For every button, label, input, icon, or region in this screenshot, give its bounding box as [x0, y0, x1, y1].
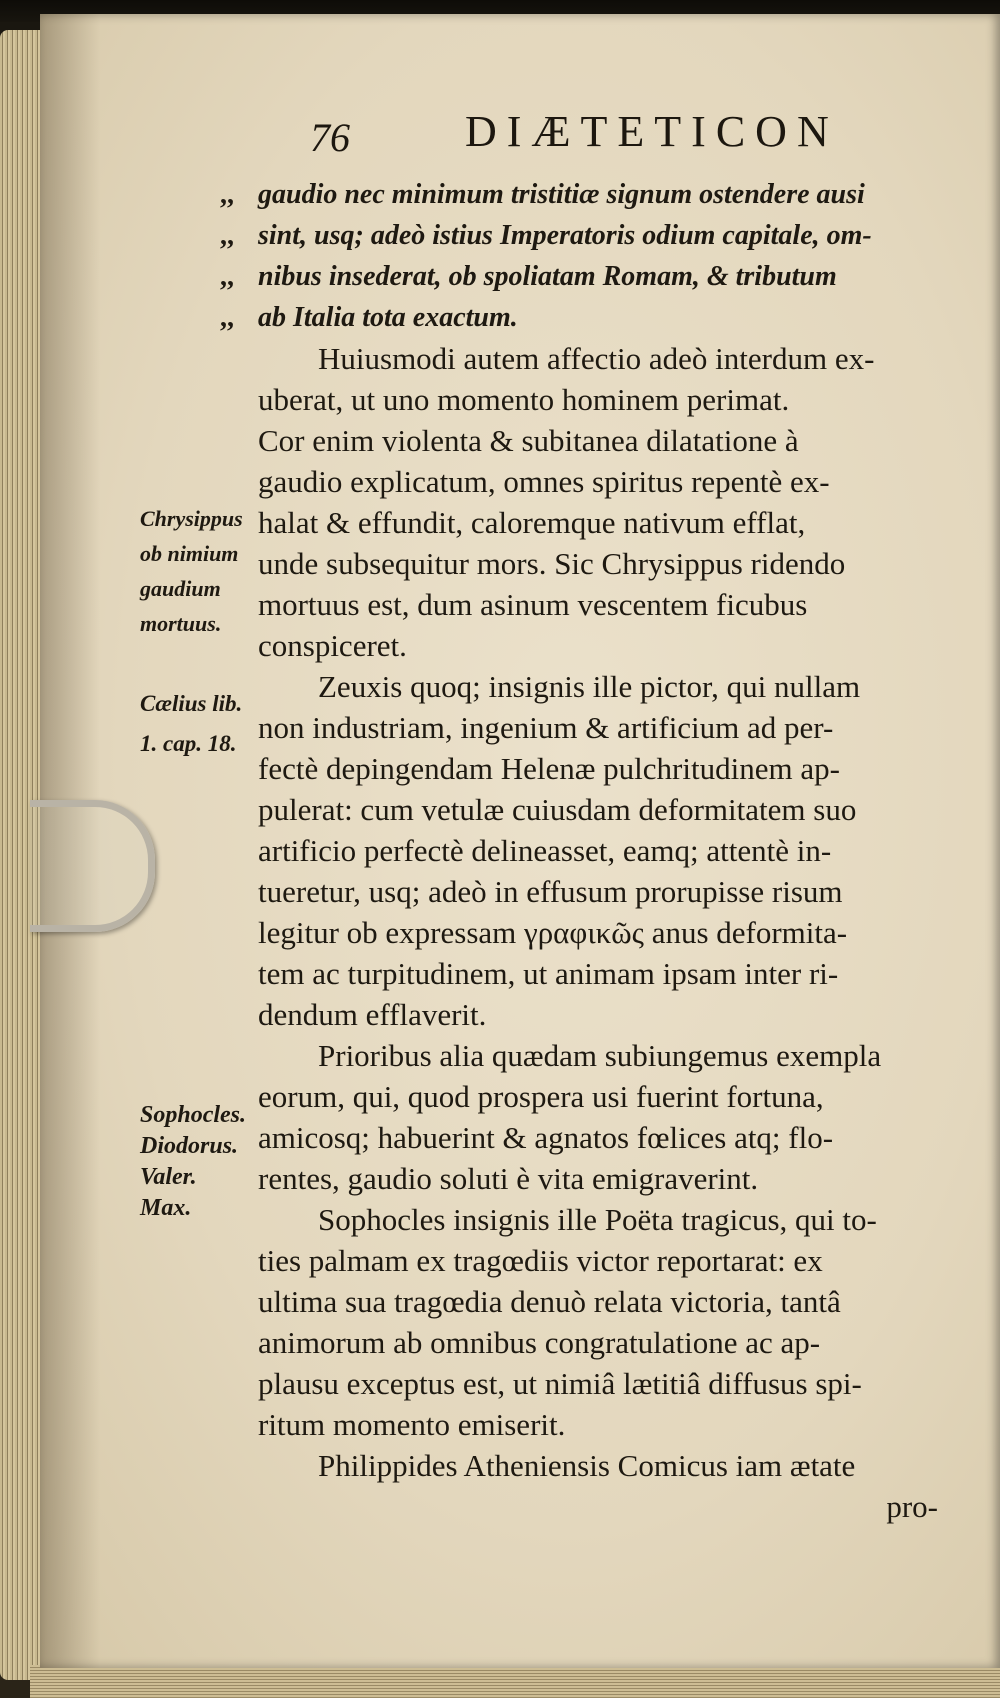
- text-line: [258, 912, 958, 953]
- text-line: [258, 871, 958, 912]
- text-line-content: tueretur, usq; adeò in effusum prorupisse risum: [258, 874, 843, 909]
- text-line: [258, 1363, 958, 1404]
- text-line: [258, 830, 958, 871]
- text-line-content: fectè depingendam Helenæ pulchritudinem ap-: [258, 751, 840, 786]
- text-line-content: Philippides Atheniensis Comicus iam ætate: [318, 1448, 856, 1483]
- quote-mark: ,,: [220, 179, 234, 210]
- text-line-content: halat & effundit, caloremque nativum efflat,: [258, 505, 806, 540]
- page-header: [265, 106, 885, 160]
- text-line-content: pulerat: cum vetulæ cuiusdam deformitatem suo: [258, 792, 857, 827]
- margin-note-sophocles: [140, 1100, 246, 1224]
- text-line: [258, 420, 958, 461]
- text-line-content: pro-: [886, 1489, 938, 1524]
- text-line: [258, 666, 958, 707]
- quote-mark: ,,: [220, 261, 234, 292]
- book-page: [40, 14, 1000, 1668]
- text-line: [258, 994, 958, 1035]
- text-line: [220, 174, 958, 215]
- text-line-content: Zeuxis quoq; insignis ille pictor, qui nullam: [318, 669, 861, 704]
- text-line: [258, 461, 958, 502]
- quote-mark: ,,: [220, 302, 234, 333]
- text-line: [258, 707, 958, 748]
- text-line: [258, 1076, 958, 1117]
- margin-note-caelius: [140, 684, 242, 764]
- text-line: [258, 1158, 958, 1199]
- bottom-page-edges: [30, 1665, 1000, 1698]
- text-line-content: sint, usq; adeò istius Imperatoris odium capitale, om-: [258, 220, 872, 251]
- text-line-content: Prioribus alia quædam subiungemus exempla: [318, 1038, 882, 1073]
- text-line-content: conspiceret.: [258, 628, 407, 663]
- text-line: [258, 1199, 958, 1240]
- text-line: [258, 748, 958, 789]
- margin-note-line: Max.: [140, 1195, 192, 1221]
- text-line-content: ab Italia tota exactum.: [258, 302, 518, 333]
- page-number: 76: [310, 115, 350, 160]
- text-line-content: legitur ob expressam γραφικῶς anus deformita-: [258, 915, 848, 950]
- text-line-content: artificio perfectè delineasset, eamq; attentè in-: [258, 833, 832, 868]
- text-line: [258, 953, 958, 994]
- text-line: [258, 584, 958, 625]
- margin-note-line: Chrysippus: [140, 506, 243, 531]
- text-line: [220, 215, 958, 256]
- text-line-content: gaudio explicatum, omnes spiritus repentè ex-: [258, 464, 830, 499]
- text-line: [220, 297, 958, 338]
- text-line: [258, 1240, 958, 1281]
- text-line-content: ultima sua tragœdia denuò relata victoria, tantâ: [258, 1284, 841, 1319]
- text-line: [258, 1322, 958, 1363]
- text-line: [258, 543, 958, 584]
- text-line-content: Sophocles insignis ille Poëta tragicus, qui to-: [318, 1202, 877, 1237]
- text-line-content: gaudio nec minimum tristitiæ signum ostendere ausi: [258, 179, 865, 210]
- text-line: [258, 502, 958, 543]
- text-line: [258, 1035, 958, 1076]
- text-line-content: Huiusmodi autem affectio adeò interdum ex-: [318, 341, 875, 376]
- text-line-content: rentes, gaudio soluti è vita emigraverint.: [258, 1161, 759, 1196]
- margin-note-line: mortuus.: [140, 611, 222, 636]
- text-line: [258, 1117, 958, 1158]
- text-line-content: amicosq; habuerint & agnatos fœlices atq; flo-: [258, 1120, 834, 1155]
- text-line-content: eorum, qui, quod prospera usi fuerint fortuna,: [258, 1079, 824, 1114]
- text-line-content: Cor enim violenta & subitanea dilatatione à: [258, 423, 799, 458]
- text-line-content: dendum efflaverit.: [258, 997, 487, 1032]
- text-line: [258, 789, 958, 830]
- text-line: [258, 1281, 958, 1322]
- text-line-content: nibus insederat, ob spoliatam Romam, & tributum: [258, 261, 837, 292]
- text-line-content: uberat, ut uno momento hominem perimat.: [258, 382, 790, 417]
- text-line: [258, 379, 958, 420]
- margin-note-line: Cælius lib.: [140, 691, 243, 716]
- bookmark-clip: [30, 800, 155, 932]
- text-line-content: tem ac turpitudinem, ut animam ipsam inter ri-: [258, 956, 839, 991]
- text-line-content: plausu exceptus est, ut nimiâ lætitiâ diffusus spi-: [258, 1366, 862, 1401]
- body-text: [220, 174, 958, 1527]
- text-line-content: non industriam, ingenium & artificium ad per-: [258, 710, 834, 745]
- text-line: [258, 1445, 958, 1486]
- text-line-content: mortuus est, dum asinum vescentem ficubus: [258, 587, 808, 622]
- text-line: [220, 256, 958, 297]
- margin-note-line: Sophocles.: [140, 1102, 247, 1128]
- margin-note-line: Diodorus.: [140, 1133, 239, 1159]
- margin-note-chrysippus: [140, 501, 243, 641]
- quote-mark: ,,: [220, 220, 234, 251]
- margin-note-line: gaudium: [140, 576, 221, 601]
- text-line-content: animorum ab omnibus congratulatione ac ap-: [258, 1325, 821, 1360]
- margin-note-line: ob nimium: [140, 541, 239, 566]
- text-line: [258, 1404, 958, 1445]
- text-line: [258, 625, 958, 666]
- margin-note-line: 1. cap. 18.: [140, 731, 237, 756]
- text-line: [258, 1486, 958, 1527]
- margin-note-line: Valer.: [140, 1164, 197, 1190]
- text-line-content: ties palmam ex tragœdiis victor reportarat: ex: [258, 1243, 823, 1278]
- text-line-content: ritum momento emiserit.: [258, 1407, 566, 1442]
- running-title: DIÆTETICON: [465, 107, 839, 156]
- text-line: [258, 338, 958, 379]
- text-line-content: unde subsequitur mors. Sic Chrysippus ridendo: [258, 546, 846, 581]
